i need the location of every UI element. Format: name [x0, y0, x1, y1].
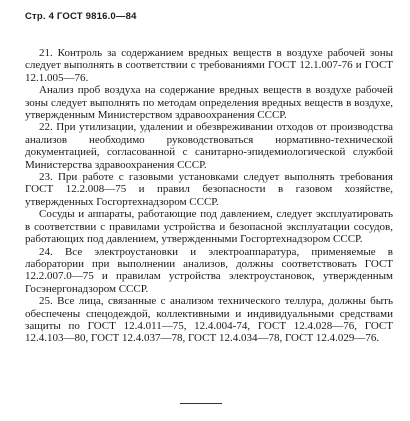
page-header: Стр. 4 ГОСТ 9816.0—84 — [25, 11, 137, 22]
paragraph-air-analysis: Анализ проб воздуха на содержание вредных веществ в воздухе рабочей зоны следует выполнять по методам определения вредных веществ в воздухе, утвержденным Министерством здравоохранения СССР. — [25, 84, 393, 122]
document-body — [25, 47, 393, 345]
paragraph-23: 23. При работе с газовыми установками следует выполнять требования ГОСТ 12.2.008—75 и правил безопасности в газовом хозяйстве, утвержденных Госгортехнадзором СССР. — [25, 171, 393, 208]
paragraph-pressure-vessels: Сосуды и аппараты, работающие под давлением, следует эксплуатировать в соответствии с правилами устройства и безопасной эксплуатации сосудов, работающих под давлением, утвержденными Госгортехнадзором СССР. — [25, 208, 393, 246]
paragraph-22: 22. При утилизации, удалении и обезвреживании отходов от производства анализов необходимо руководствоваться нормативно-технической документацией, согласованной с санитарно-эпидемиологической службой Министерства здравоохранения СССР. — [25, 121, 393, 171]
paragraph-24: 24. Все электроустановки и электроаппаратура, применяемые в лаборатории при выполнении анализов, должны соответствовать ГОСТ 12.2.007.0—75 и правилам устройства электроустановок, утвержденным Госэнергонадзором СССР. — [25, 245, 393, 295]
end-of-text-rule — [180, 403, 222, 404]
paragraph-25: 25. Все лица, связанные с анализом технического теллура, должны быть обеспечены спецодеждой, коллективными и индивидуальными средствами защиты по ГОСТ 12.4.011—75, 12.4.004‑74, ГОСТ 12.4.028—76, ГОСТ 12.4.103—80, ГОСТ 12.4.037—78, ГОСТ 12.4.034—78, ГОСТ 12.4.029—76. — [25, 295, 393, 345]
document-page — [25, 11, 393, 345]
paragraph-21: 21. Контроль за содержанием вредных веществ в воздухе рабочей зоны следует выполнять в соответствии с требованиями ГОСТ 12.1.007‑76 и ГОСТ 12.1.005—76. — [25, 47, 393, 84]
